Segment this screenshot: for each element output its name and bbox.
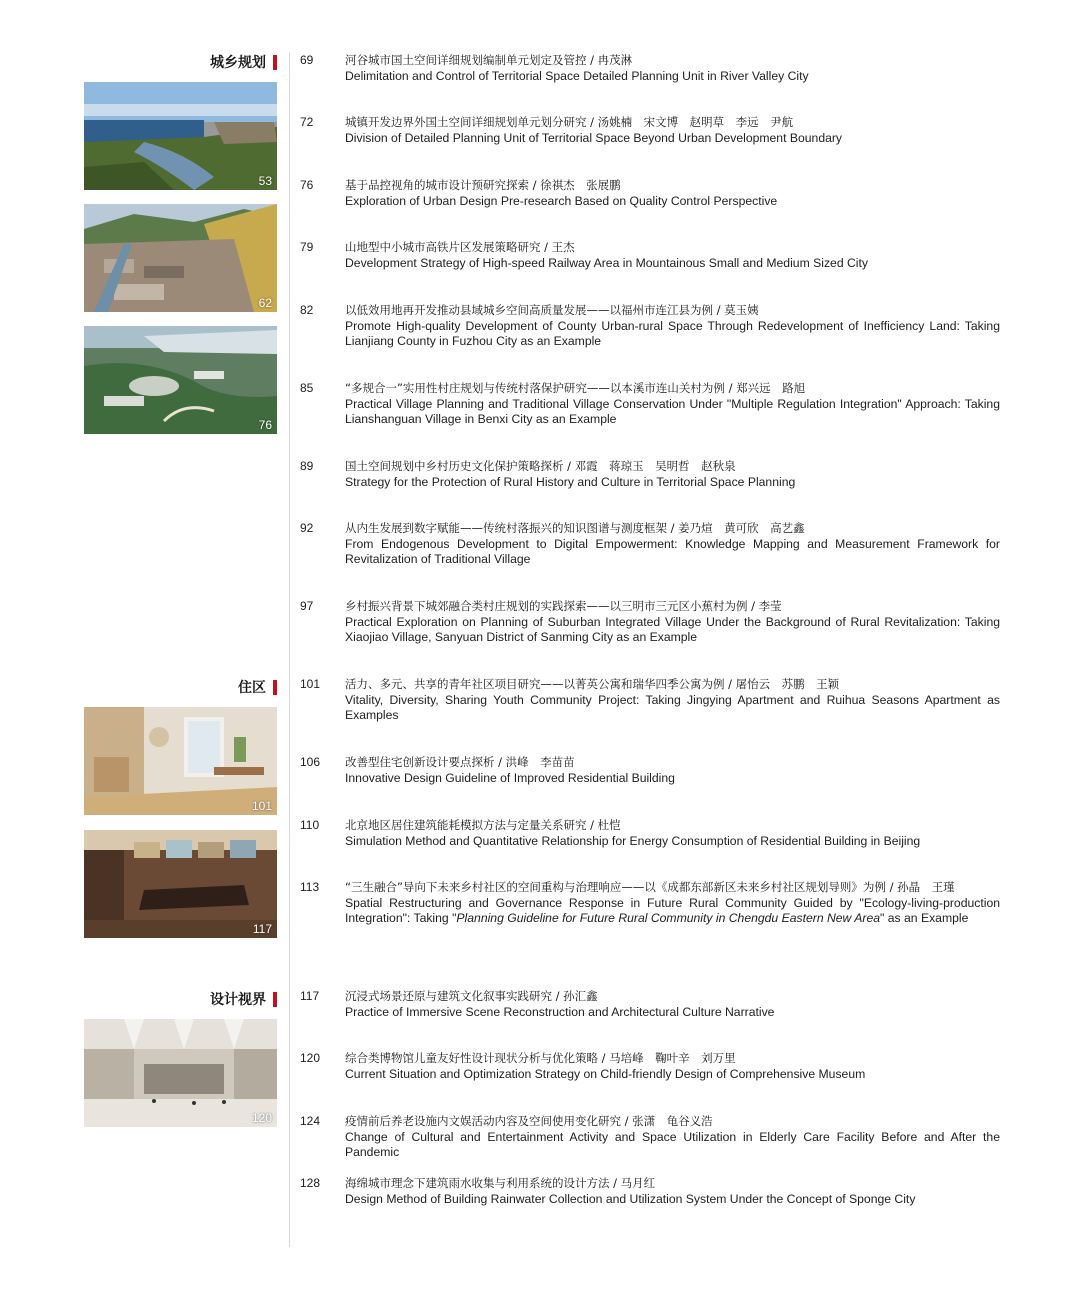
entry-title-en: Practical Village Planning and Traditional Village Conservation Under "Multiple Regulation Integration" Approach: Taking Lianshanguan Village in Benxi City as an Example	[345, 396, 1000, 426]
entry-page-number: 97	[300, 599, 314, 613]
toc-entry[interactable]	[300, 989, 1000, 1020]
section-heading-urban-rural-planning: 城乡规划	[210, 52, 277, 72]
toc-entry[interactable]	[300, 1051, 1000, 1082]
entry-title-en: Practice of Immersive Scene Reconstruction and Architectural Culture Narrative	[345, 1004, 775, 1019]
entry-page-number: 89	[300, 459, 314, 473]
entry-title-cn: 从内生发展到数字赋能——传统村落振兴的知识图谱与测度框架 / 姜乃煊 黄可欣 高艺鑫	[345, 521, 805, 535]
entry-page-number: 76	[300, 178, 314, 192]
apartment-interior-image	[84, 707, 277, 815]
entry-title-en: Design Method of Building Rainwater Collection and Utilization System Under the Concept of Sponge City	[345, 1191, 916, 1206]
entry-title-cn: 山地型中小城市高铁片区发展策略研究 / 王杰	[345, 240, 575, 254]
toc-entry[interactable]	[300, 521, 1000, 568]
thumbnail-study-room[interactable]: 117	[84, 830, 277, 938]
entry-page-number: 69	[300, 53, 314, 67]
entry-title-en: From Endogenous Development to Digital Empowerment: Knowledge Mapping and Measurement Framework for Revitalization of Traditional Village	[345, 536, 1000, 566]
toc-entry[interactable]	[300, 115, 1000, 146]
toc-entry[interactable]	[300, 459, 1000, 490]
toc-entry[interactable]	[300, 1114, 1000, 1161]
mountain-town-image	[84, 204, 277, 312]
entry-page-number: 101	[300, 677, 321, 691]
section-heading-residential: 住区	[238, 677, 277, 697]
entry-page-number: 110	[300, 818, 320, 832]
toc-entry[interactable]	[300, 880, 1000, 927]
section-heading-design-vision: 设计视界	[210, 989, 277, 1009]
entry-page-number: 128	[300, 1176, 321, 1190]
section-marker-bar	[273, 55, 277, 70]
entry-title-en: Division of Detailed Planning Unit of Territorial Space Beyond Urban Development Boundary	[345, 130, 843, 145]
entry-page-number: 82	[300, 303, 314, 317]
entry-page-number: 92	[300, 521, 314, 535]
entry-title-cn: 河谷城市国土空间详细规划编制单元划定及管控 / 冉茂淋	[345, 53, 633, 67]
entry-title-cn: 乡村振兴背景下城郊融合类村庄规划的实践探索——以三明市三元区小蕉村为例 / 李莹	[345, 599, 782, 613]
toc-entry[interactable]	[300, 818, 1000, 849]
thumbnail-green-campus[interactable]: 76	[84, 326, 277, 434]
entry-page-number: 120	[300, 1051, 321, 1065]
entry-title-cn: 国土空间规划中乡村历史文化保护策略探析 / 邓霞 蒋琼玉 吴明哲 赵秋泉	[345, 459, 736, 473]
green-campus-image	[84, 326, 277, 434]
entry-title-en: Delimitation and Control of Territorial Space Detailed Planning Unit in River Valley City	[345, 68, 809, 83]
thumbnail-mountain-town[interactable]: 62	[84, 204, 277, 312]
toc-entry[interactable]	[300, 677, 1000, 724]
toc-entry[interactable]	[300, 1176, 1000, 1207]
toc-entry[interactable]	[300, 178, 1000, 209]
thumbnail-museum-atrium[interactable]: 120	[84, 1019, 277, 1127]
section-marker-bar	[273, 680, 277, 695]
toc-entry[interactable]	[300, 381, 1000, 428]
thumbnail-coastal-wetland[interactable]: 53	[84, 82, 277, 190]
entry-title-cn: 活力、多元、共享的青年社区项目研究——以菁英公寓和瑞华四季公寓为例 / 屠怡云 苏鹏 王颖	[345, 677, 840, 691]
study-room-image	[84, 830, 277, 938]
entry-title-en: Vitality, Diversity, Sharing Youth Community Project: Taking Jingying Apartment and Ruihua Seasons Apartment as Examples	[345, 692, 1000, 722]
entry-italic-title: Planning Guideline for Future Rural Community in Chengdu Eastern New Area	[456, 911, 881, 925]
column-divider	[289, 52, 290, 1247]
entry-title-en: Promote High-quality Development of County Urban-rural Space Through Redevelopment of Inefficiency Land: Taking Lianjiang County in Fuzhou City as an Example	[345, 318, 1000, 348]
entry-title-en: Change of Cultural and Entertainment Activity and Space Utilization in Elderly Care Facility Before and After the Pandemic	[345, 1129, 1000, 1159]
entry-page-number: 85	[300, 381, 314, 395]
entry-page-number: 79	[300, 240, 314, 254]
entry-title-cn: 改善型住宅创新设计要点探析 / 洪峰 李苗苗	[345, 755, 575, 769]
museum-atrium-image	[84, 1019, 277, 1127]
entry-title-en: Exploration of Urban Design Pre-research Based on Quality Control Perspective	[345, 193, 778, 208]
coastal-wetland-image	[84, 82, 277, 190]
entry-title-cn: “多规合一”实用性村庄规划与传统村落保护研究——以本溪市连山关村为例 / 郑兴远 路旭	[345, 381, 806, 395]
entry-page-number: 72	[300, 115, 314, 129]
entry-title-cn: 疫情前后养老设施内文娱活动内容及空间使用变化研究 / 张潇 龟谷义浩	[345, 1114, 713, 1128]
entry-title-cn: 综合类博物馆儿童友好性设计现状分析与优化策略 / 马培峰 鞠叶辛 刘万里	[345, 1051, 736, 1065]
thumbnail-apartment-interior[interactable]: 101	[84, 707, 277, 815]
entry-title-en: Innovative Design Guideline of Improved Residential Building	[345, 770, 675, 785]
section-marker-bar	[273, 992, 277, 1007]
toc-entry[interactable]	[300, 599, 1000, 646]
entry-title-en: Development Strategy of High-speed Railway Area in Mountainous Small and Medium Sized City	[345, 255, 868, 270]
entry-page-number: 113	[300, 880, 320, 894]
toc-entry[interactable]	[300, 755, 1000, 786]
entry-title-en: Spatial Restructuring and Governance Response in Future Rural Community Guided by "Ecology-living-production Integration": Taking "Planning Guideline for Future Rural Community in Chengdu Eastern New Area" as an Example	[345, 895, 1000, 925]
entry-title-cn: 海绵城市理念下建筑雨水收集与利用系统的设计方法 / 马月红	[345, 1176, 656, 1190]
entry-title-cn: 基于品控视角的城市设计预研究探索 / 徐祺杰 张展鹏	[345, 178, 621, 192]
toc-entry[interactable]	[300, 240, 1000, 271]
entry-page-number: 106	[300, 755, 321, 769]
entry-title-cn: “三生融合”导向下未来乡村社区的空间重构与治理响应——以《成都东部新区未来乡村社区规划导则》为例 / 孙晶 王瑾	[345, 880, 955, 894]
entry-title-cn: 沉浸式场景还原与建筑文化叙事实践研究 / 孙汇鑫	[345, 989, 598, 1003]
entry-title-en: Practical Exploration on Planning of Suburban Integrated Village Under the Background of Rural Revitalization: Taking Xiaojiao Village, Sanyuan District of Sanming City as an Example	[345, 614, 1000, 644]
entry-title-en: Simulation Method and Quantitative Relationship for Energy Consumption of Residential Building in Beijing	[345, 833, 921, 848]
entry-title-en: Strategy for the Protection of Rural History and Culture in Territorial Space Planning	[345, 474, 796, 489]
entry-title-en: Current Situation and Optimization Strategy on Child-friendly Design of Comprehensive Museum	[345, 1066, 866, 1081]
entry-page-number: 117	[300, 989, 320, 1003]
toc-entry[interactable]	[300, 53, 1000, 84]
toc-entry[interactable]	[300, 303, 1000, 350]
entry-title-cn: 以低效用地再开发推动县域城乡空间高质量发展——以福州市连江县为例 / 莫玉姨	[345, 303, 759, 317]
entry-page-number: 124	[300, 1114, 321, 1128]
entry-title-cn: 城镇开发边界外国土空间详细规划单元划分研究 / 汤姚楠 宋文博 赵明草 李远 尹航	[345, 115, 794, 129]
entry-title-cn: 北京地区居住建筑能耗模拟方法与定量关系研究 / 杜恺	[345, 818, 621, 832]
